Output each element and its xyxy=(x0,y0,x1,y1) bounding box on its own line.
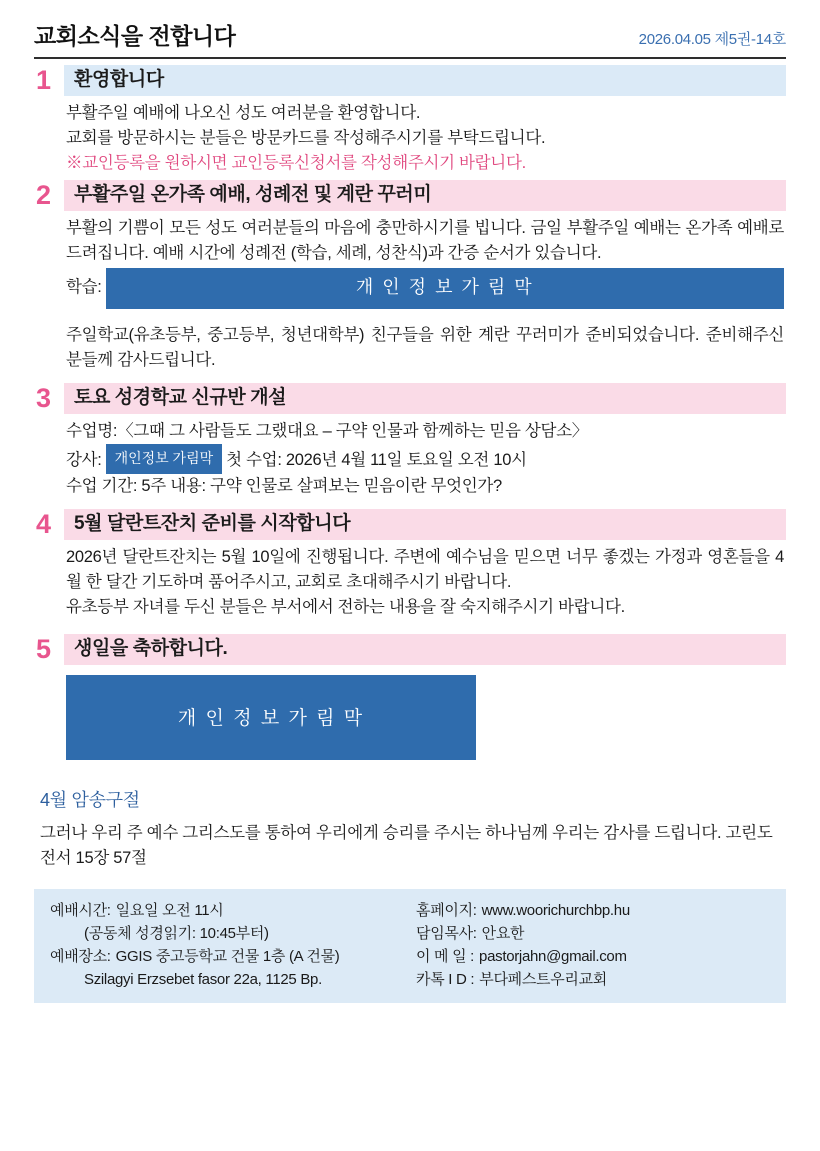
section-4-paragraph-1: 2026년 달란트잔치는 5월 10일에 진행됩니다. 주변에 예수님을 믿으면 너무 좋겠는 가정과 영혼들을 4월 한 달간 기도하며 품어주시고, 교회로 초대해주시기 바랍니다. xyxy=(66,548,784,591)
page-header xyxy=(34,18,786,59)
footer-right-column xyxy=(404,899,770,991)
section-4-body xyxy=(34,540,786,620)
footer-info xyxy=(34,889,786,1003)
section-bible-school xyxy=(34,383,786,499)
email-value[interactable]: pastorjahn@gmail.com xyxy=(479,948,627,965)
first-class-info: 첫 수업: 2026년 4월 11일 토요일 오전 10시 xyxy=(226,451,527,469)
section-welcome xyxy=(34,65,786,176)
footer-row xyxy=(50,968,404,991)
memory-verse xyxy=(34,786,786,871)
issue-date-label: 2026.04.05 제5권-14호 xyxy=(638,31,786,48)
section-2-title: 부활주일 온가족 예배, 성례전 및 계란 꾸러미 xyxy=(64,180,786,211)
service-time-value: 일요일 오전 11시 xyxy=(115,902,224,919)
hakseup-label: 학습: xyxy=(66,278,102,296)
memory-verse-title: 4월 암송구절 xyxy=(40,790,140,810)
footer-row xyxy=(50,922,404,945)
section-4-header xyxy=(34,509,786,540)
homepage-value[interactable]: www.woorichurchbp.hu xyxy=(481,902,630,919)
section-1-line-2: 교회를 방문하시는 분들은 방문카드를 작성해주시기를 부탁드립니다. xyxy=(66,129,546,147)
service-place-value: GGIS 중고등학교 건물 1층 (A 건물) xyxy=(115,948,340,965)
section-3-header xyxy=(34,383,786,414)
section-5-number: 5 xyxy=(36,634,52,664)
section-1-line-3: ※교인등록을 원하시면 교인등록신청서를 작성해주시기 바랍니다. xyxy=(66,154,526,172)
section-4-number: 4 xyxy=(36,509,52,539)
footer-row xyxy=(416,968,770,991)
section-2-body xyxy=(34,211,786,373)
section-2-redacted-row xyxy=(66,266,784,309)
footer-row xyxy=(416,922,770,945)
footer-row xyxy=(50,945,404,968)
email-label: 이 메 일 : xyxy=(416,948,475,965)
section-3-number: 3 xyxy=(36,383,52,413)
section-4-paragraph-2: 유초등부 자녀를 두신 분들은 부서에서 전하는 내용을 잘 숙지해주시기 바랍니다. xyxy=(66,598,625,616)
page-title: 교회소식을 전합니다 xyxy=(34,23,236,49)
section-1-number: 1 xyxy=(36,65,52,95)
section-5-header xyxy=(34,634,786,665)
footer-row xyxy=(416,899,770,922)
footer-left-column xyxy=(50,899,404,991)
instructor-label: 강사: xyxy=(66,451,102,469)
homepage-label: 홈페이지: xyxy=(416,902,477,919)
privacy-redaction-block-2: 개 인 정 보 가 림 막 xyxy=(66,675,476,760)
section-1-body xyxy=(34,96,786,176)
memory-verse-text: 그러나 우리 주 예수 그리스도를 통하여 우리에게 승리를 주시는 하나님께 우리는 감사를 드립니다. 고린도전서 15장 57절 xyxy=(40,824,773,867)
service-address-value: Szilagyi Erzsebet fasor 22a, 1125 Bp. xyxy=(84,971,322,988)
section-4-title: 5월 달란트잔치 준비를 시작합니다 xyxy=(64,509,786,540)
pastor-value: 안요한 xyxy=(481,925,525,942)
footer-row xyxy=(416,945,770,968)
section-2-paragraph-1: 부활의 기쁨이 모든 성도 여러분들의 마음에 충만하시기를 빕니다. 금일 부활주일 예배는 온가족 예배로 드려집니다. 예배 시간에 성례전 (학습, 세례, 성찬식)과 간증 순서가 있습니다. xyxy=(66,219,784,262)
service-time-label: 예배시간: xyxy=(50,902,111,919)
section-2-paragraph-2: 주일학교(유초등부, 중고등부, 청년대학부) 친구들을 위한 계란 꾸러미가 준비되었습니다. 준비해주신 분들께 감사드립니다. xyxy=(66,326,784,369)
section-3-body xyxy=(34,414,786,499)
section-3-instructor-row xyxy=(66,444,784,474)
section-2-number: 2 xyxy=(36,180,52,210)
kakao-label: 카톡 I D : xyxy=(416,971,475,988)
kakao-value: 부다페스트우리교회 xyxy=(479,971,607,988)
community-reading-value: (공동체 성경읽기: 10:45부터) xyxy=(84,925,269,942)
section-3-course-name: 수업명:〈그때 그 사람들도 그랬대요 – 구약 인물과 함께하는 믿음 상담소〉 xyxy=(66,422,589,440)
service-place-label: 예배장소: xyxy=(50,948,111,965)
privacy-redaction-inline-instructor: 개인정보 가림막 xyxy=(106,444,223,474)
section-talent-festival xyxy=(34,509,786,620)
pastor-label: 담임목사: xyxy=(416,925,477,942)
section-3-duration-content: 수업 기간: 5주 내용: 구약 인물로 살펴보는 믿음이란 무엇인가? xyxy=(66,477,502,495)
section-1-line-1: 부활주일 예배에 나오신 성도 여러분을 환영합니다. xyxy=(66,104,421,122)
section-5-title: 생일을 축하합니다. xyxy=(64,634,786,665)
section-easter-service xyxy=(34,180,786,373)
section-1-header xyxy=(34,65,786,96)
section-3-title: 토요 성경학교 신규반 개설 xyxy=(64,383,786,414)
footer-row xyxy=(50,899,404,922)
privacy-redaction-block-1: 개 인 정 보 가 림 막 xyxy=(106,268,784,309)
section-1-title: 환영합니다 xyxy=(64,65,786,96)
section-2-header xyxy=(34,180,786,211)
section-birthdays xyxy=(34,634,786,760)
